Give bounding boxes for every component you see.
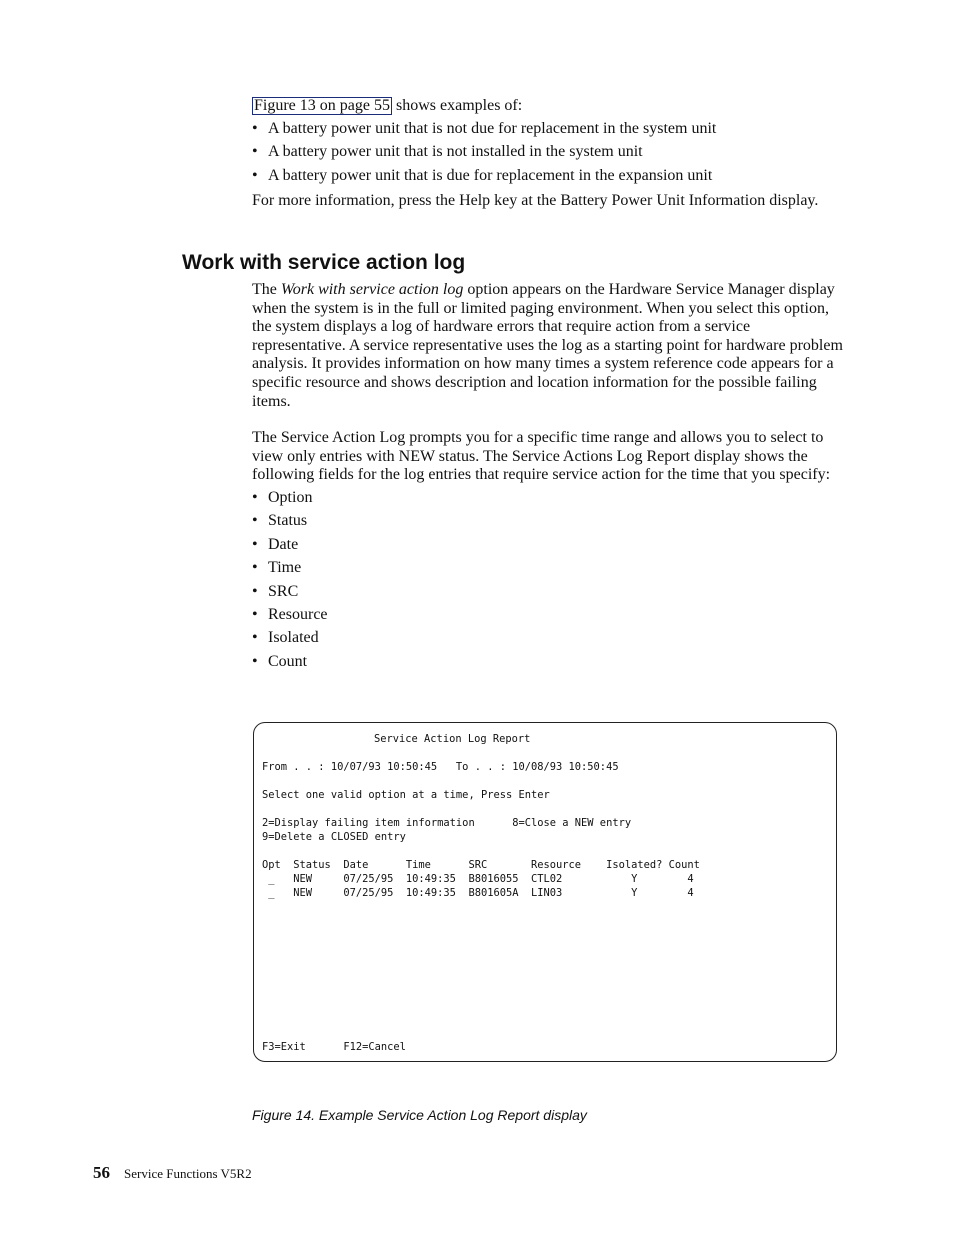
column-header-row: Opt Status Date Time SRC Resource Isolated? Count [262,859,700,871]
para-body: option appears on the Hardware Service Manager display when the system is in the full or limited paging environment. When you select this option, the system displays a log of hardware errors that require action from a service representative. A service representative uses the log as a starting point for hardware problem analysis. It provides information on how many times a system reference code appears for a specific resource and shows description and location information for the possible failing items. [252,281,843,410]
list-item: • A battery power unit that is due for replacement in the expansion unit [252,167,842,186]
list-item: • Time [252,559,844,578]
figure-13-link[interactable]: Figure 13 on page 55 [254,97,390,114]
intro-lead [252,97,842,116]
service-action-log-screen [253,722,837,1062]
section-heading: Work with service action log [182,251,466,274]
figure-caption: Figure 14. Example Service Action Log Report display [252,1107,587,1123]
para-lead: The [252,281,281,298]
function-keys-line: F3=Exit F12=Cancel [262,1041,406,1053]
time-range-line: From . . : 10/07/93 10:50:45 To . . : 10/08/93 10:50:45 [262,761,619,773]
page-number: 56 [93,1163,110,1182]
list-item: • Status [252,512,844,531]
section-body [252,281,844,676]
description-paragraph [252,281,844,411]
prompt-paragraph: The Service Action Log prompts you for a specific time range and allows you to select to view only entries with NEW status. The Service Actions Log Report display shows the following fields for the log entries that require service action for the time that you specify: [252,429,831,484]
list-item: • SRC [252,583,844,602]
list-item: • Isolated [252,629,844,648]
list-item: • Resource [252,606,844,625]
option-name-emphasis: Work with service action log [280,281,464,298]
battery-examples-list [252,120,842,186]
screen-title: Service Action Log Report [374,733,531,745]
table-row: _ NEW 07/25/95 10:49:35 B801605A LIN03 Y 4 [262,887,694,899]
page-footer [93,1163,252,1183]
more-info-paragraph: For more information, press the Help key at the Battery Power Unit Information display. [252,191,819,209]
options-line: 2=Display failing item information 8=Close a NEW entry [262,817,632,829]
fields-list [252,489,844,671]
options-line: 9=Delete a CLOSED entry [262,831,406,843]
intro-block [252,97,842,210]
list-item: • A battery power unit that is not installed in the system unit [252,143,842,162]
list-item: • Option [252,489,844,508]
list-item: • A battery power unit that is not due for replacement in the system unit [252,120,842,139]
list-item: • Count [252,653,844,672]
table-row: _ NEW 07/25/95 10:49:35 B8016055 CTL02 Y 4 [262,873,694,885]
list-item: • Date [252,536,844,555]
book-title: Service Functions V5R2 [124,1166,252,1181]
instruction-line: Select one valid option at a time, Press Enter [262,789,550,801]
intro-lead-text: shows examples of: [391,97,523,114]
